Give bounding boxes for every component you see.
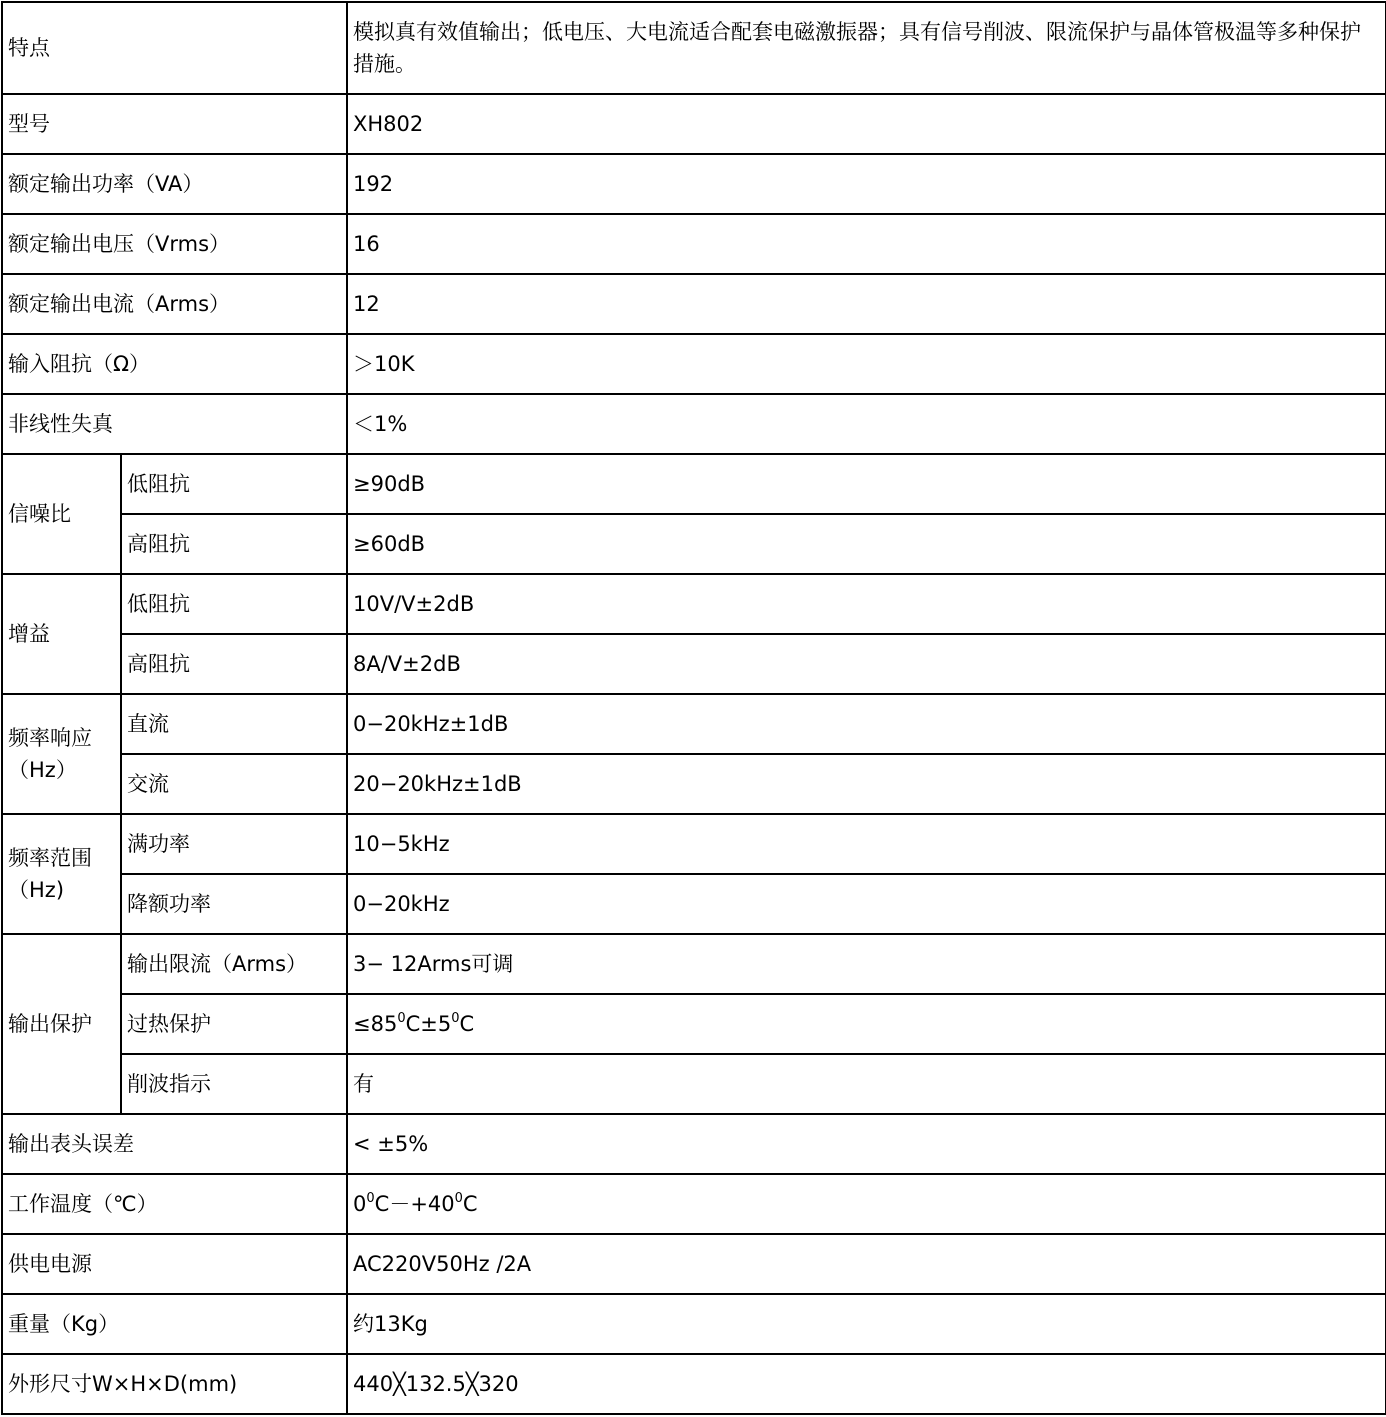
table-row bbox=[2, 154, 1386, 214]
table-row bbox=[2, 394, 1386, 454]
table-row bbox=[2, 454, 1386, 514]
label-dimensions: 外形尺寸W×H×D(mm) bbox=[2, 1354, 347, 1414]
table-row bbox=[2, 934, 1386, 994]
value-protection-limit: 3− 12Arms可调 bbox=[347, 934, 1386, 994]
table-row bbox=[2, 1054, 1386, 1114]
table-row bbox=[2, 1114, 1386, 1174]
table-row bbox=[2, 94, 1386, 154]
label-freq-response-dc: 直流 bbox=[121, 694, 347, 754]
value-freq-range-derated: 0−20kHz bbox=[347, 874, 1386, 934]
label-features: 特点 bbox=[2, 2, 347, 94]
label-freq-range bbox=[2, 814, 121, 934]
spec-table bbox=[1, 1, 1386, 1415]
label-weight: 重量（Kg） bbox=[2, 1294, 347, 1354]
value-work-temp-part-c: C bbox=[462, 1192, 478, 1216]
value-features: 模拟真有效值输出；低电压、大电流适合配套电磁激振器；具有信号削波、限流保护与晶体管极温等多种保护措施。 bbox=[347, 2, 1386, 94]
value-distortion: ＜1% bbox=[347, 394, 1386, 454]
value-rated-power: 192 bbox=[347, 154, 1386, 214]
value-gain-high: 8A/V±2dB bbox=[347, 634, 1386, 694]
table-row bbox=[2, 274, 1386, 334]
value-meter-error: < ±5% bbox=[347, 1114, 1386, 1174]
label-snr: 信噪比 bbox=[2, 454, 121, 574]
value-gain-low: 10V/V±2dB bbox=[347, 574, 1386, 634]
table-row bbox=[2, 334, 1386, 394]
value-work-temp-part-b: C－+40 bbox=[374, 1192, 455, 1216]
label-rated-current: 额定输出电流（Arms） bbox=[2, 274, 347, 334]
value-rated-current: 12 bbox=[347, 274, 1386, 334]
label-freq-response bbox=[2, 694, 121, 814]
value-freq-response-ac: 20−20kHz±1dB bbox=[347, 754, 1386, 814]
label-model: 型号 bbox=[2, 94, 347, 154]
table-row bbox=[2, 2, 1386, 94]
table-row bbox=[2, 1354, 1386, 1414]
table-row bbox=[2, 874, 1386, 934]
value-freq-range-full: 10−5kHz bbox=[347, 814, 1386, 874]
table-row bbox=[2, 694, 1386, 754]
label-gain-high: 高阻抗 bbox=[121, 634, 347, 694]
label-freq-range-line2: （Hz) bbox=[8, 878, 65, 902]
table-row bbox=[2, 814, 1386, 874]
table-row bbox=[2, 634, 1386, 694]
value-work-temp-sup-b: 0 bbox=[454, 1191, 463, 1206]
label-freq-response-ac: 交流 bbox=[121, 754, 347, 814]
value-input-impedance: ＞10K bbox=[347, 334, 1386, 394]
value-overheat-part-c: C bbox=[459, 1012, 475, 1036]
value-model: XH802 bbox=[347, 94, 1386, 154]
label-protection: 输出保护 bbox=[2, 934, 121, 1114]
label-rated-power: 额定输出功率（VA） bbox=[2, 154, 347, 214]
value-overheat-sup-b: 0 bbox=[451, 1011, 460, 1026]
value-freq-response-dc: 0−20kHz±1dB bbox=[347, 694, 1386, 754]
label-power-supply: 供电电源 bbox=[2, 1234, 347, 1294]
value-protection-overheat bbox=[347, 994, 1386, 1054]
label-protection-clip: 削波指示 bbox=[121, 1054, 347, 1114]
label-freq-range-full: 满功率 bbox=[121, 814, 347, 874]
label-work-temp: 工作温度（℃） bbox=[2, 1174, 347, 1234]
value-snr-low: ≥90dB bbox=[347, 454, 1386, 514]
value-overheat-part-a: ≤85 bbox=[353, 1012, 398, 1036]
label-freq-range-derated: 降额功率 bbox=[121, 874, 347, 934]
table-row bbox=[2, 574, 1386, 634]
label-rated-voltage: 额定输出电压（Vrms） bbox=[2, 214, 347, 274]
value-overheat-sup-a: 0 bbox=[397, 1011, 406, 1026]
value-dimensions: 440╳132.5╳320 bbox=[347, 1354, 1386, 1414]
table-row bbox=[2, 1294, 1386, 1354]
table-row bbox=[2, 1174, 1386, 1234]
label-freq-response-line2: （Hz） bbox=[8, 758, 77, 782]
label-gain-low: 低阻抗 bbox=[121, 574, 347, 634]
table-row bbox=[2, 514, 1386, 574]
table-row bbox=[2, 754, 1386, 814]
label-freq-response-line1: 频率响应 bbox=[8, 726, 92, 750]
value-work-temp bbox=[347, 1174, 1386, 1234]
table-row bbox=[2, 1234, 1386, 1294]
value-overheat-part-b: C±5 bbox=[405, 1012, 452, 1036]
label-snr-low: 低阻抗 bbox=[121, 454, 347, 514]
label-gain: 增益 bbox=[2, 574, 121, 694]
table-row bbox=[2, 214, 1386, 274]
label-protection-limit: 输出限流（Arms） bbox=[121, 934, 347, 994]
table-row bbox=[2, 994, 1386, 1054]
value-weight: 约13Kg bbox=[347, 1294, 1386, 1354]
value-rated-voltage: 16 bbox=[347, 214, 1386, 274]
value-work-temp-sup-a: 0 bbox=[366, 1191, 375, 1206]
label-freq-range-line1: 频率范围 bbox=[8, 846, 92, 870]
label-input-impedance: 输入阻抗（Ω） bbox=[2, 334, 347, 394]
value-work-temp-part-a: 0 bbox=[353, 1192, 367, 1216]
value-power-supply: AC220V50Hz /2A bbox=[347, 1234, 1386, 1294]
value-snr-high: ≥60dB bbox=[347, 514, 1386, 574]
label-snr-high: 高阻抗 bbox=[121, 514, 347, 574]
label-protection-overheat: 过热保护 bbox=[121, 994, 347, 1054]
label-distortion: 非线性失真 bbox=[2, 394, 347, 454]
value-protection-clip: 有 bbox=[347, 1054, 1386, 1114]
label-meter-error: 输出表头误差 bbox=[2, 1114, 347, 1174]
